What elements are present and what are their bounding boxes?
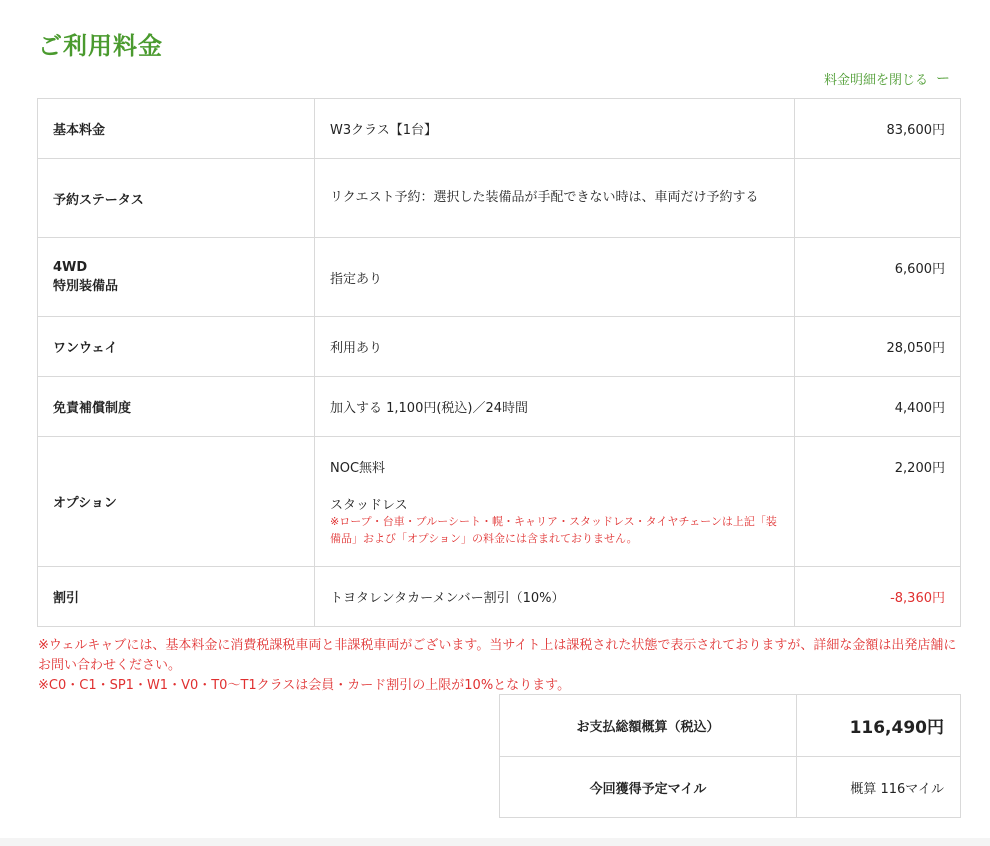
note-line: ※C0・C1・SP1・W1・V0・T0〜T1クラスは会員・カード割引の上限が10%となります。 [38,678,571,693]
table-row [500,757,961,818]
row-label [38,238,315,317]
miles-value: 概算 116マイル [797,757,961,818]
row-price: 83,600円 [795,99,961,159]
close-fee-details-link[interactable] [824,68,950,88]
row-detail: 加入する 1,100円(税込)／24時間 [315,377,795,437]
row-price: 2,200円 [795,437,961,567]
row-detail: リクエスト予約：選択した装備品が手配できない時は、車両だけ予約する [315,159,795,238]
table-row [38,99,961,159]
table-row [500,695,961,757]
close-fee-details-label: 料金明細を閉じる [823,72,928,88]
row-label: 基本料金 [38,99,315,159]
table-row [38,377,961,437]
total-value [797,695,961,757]
totals-table [499,694,961,818]
total-amount: 116,490円 [849,718,944,738]
row-price: 28,050円 [795,317,961,377]
table-row [38,437,961,567]
miles-label: 今回獲得予定マイル [500,757,797,818]
row-detail: 利用あり [315,317,795,377]
row-label: 免責補償制度 [38,377,315,437]
note-line: ※ウェルキャブには、基本料金に消費税課税車両と非課税車両がございます。当サイト上は課税された状態で表示されておりますが、詳細な金額は出発店舗にお問い合わせください。 [38,638,957,673]
row-detail [315,437,795,567]
row-price: -8,360円 [795,567,961,627]
row-detail: トヨタレンタカーメンバー割引（10%） [315,567,795,627]
minus-icon: ー [936,71,950,87]
table-row [38,317,961,377]
option-note: ※ロープ・台車・ブルーシート・幌・キャリア・スタッドレス・タイヤチェーンは上記「装備品」および「オプション」の料金には含まれておりません。 [330,514,777,545]
fee-details-table [37,98,961,627]
row-label-line: 4WD [53,260,88,275]
table-row [38,567,961,627]
notes [38,636,962,696]
table-row [38,238,961,317]
total-label: お支払総額概算（税込） [500,695,797,757]
page-title: ご利用料金 [38,32,163,60]
row-label: 割引 [38,567,315,627]
table-row [38,159,961,238]
row-detail: W3クラス【1台】 [315,99,795,159]
row-label: オプション [38,437,315,567]
option-item: NOC無料 [330,460,386,476]
row-price: 6,600円 [795,238,961,317]
row-price: 4,400円 [795,377,961,437]
row-label: 予約ステータス [38,159,315,238]
bottom-divider [0,838,990,846]
row-price [795,159,961,238]
row-label-line: 特別装備品 [53,279,119,294]
row-detail: 指定あり [315,238,795,317]
row-label: ワンウェイ [38,317,315,377]
option-item: スタッドレス [330,497,408,513]
